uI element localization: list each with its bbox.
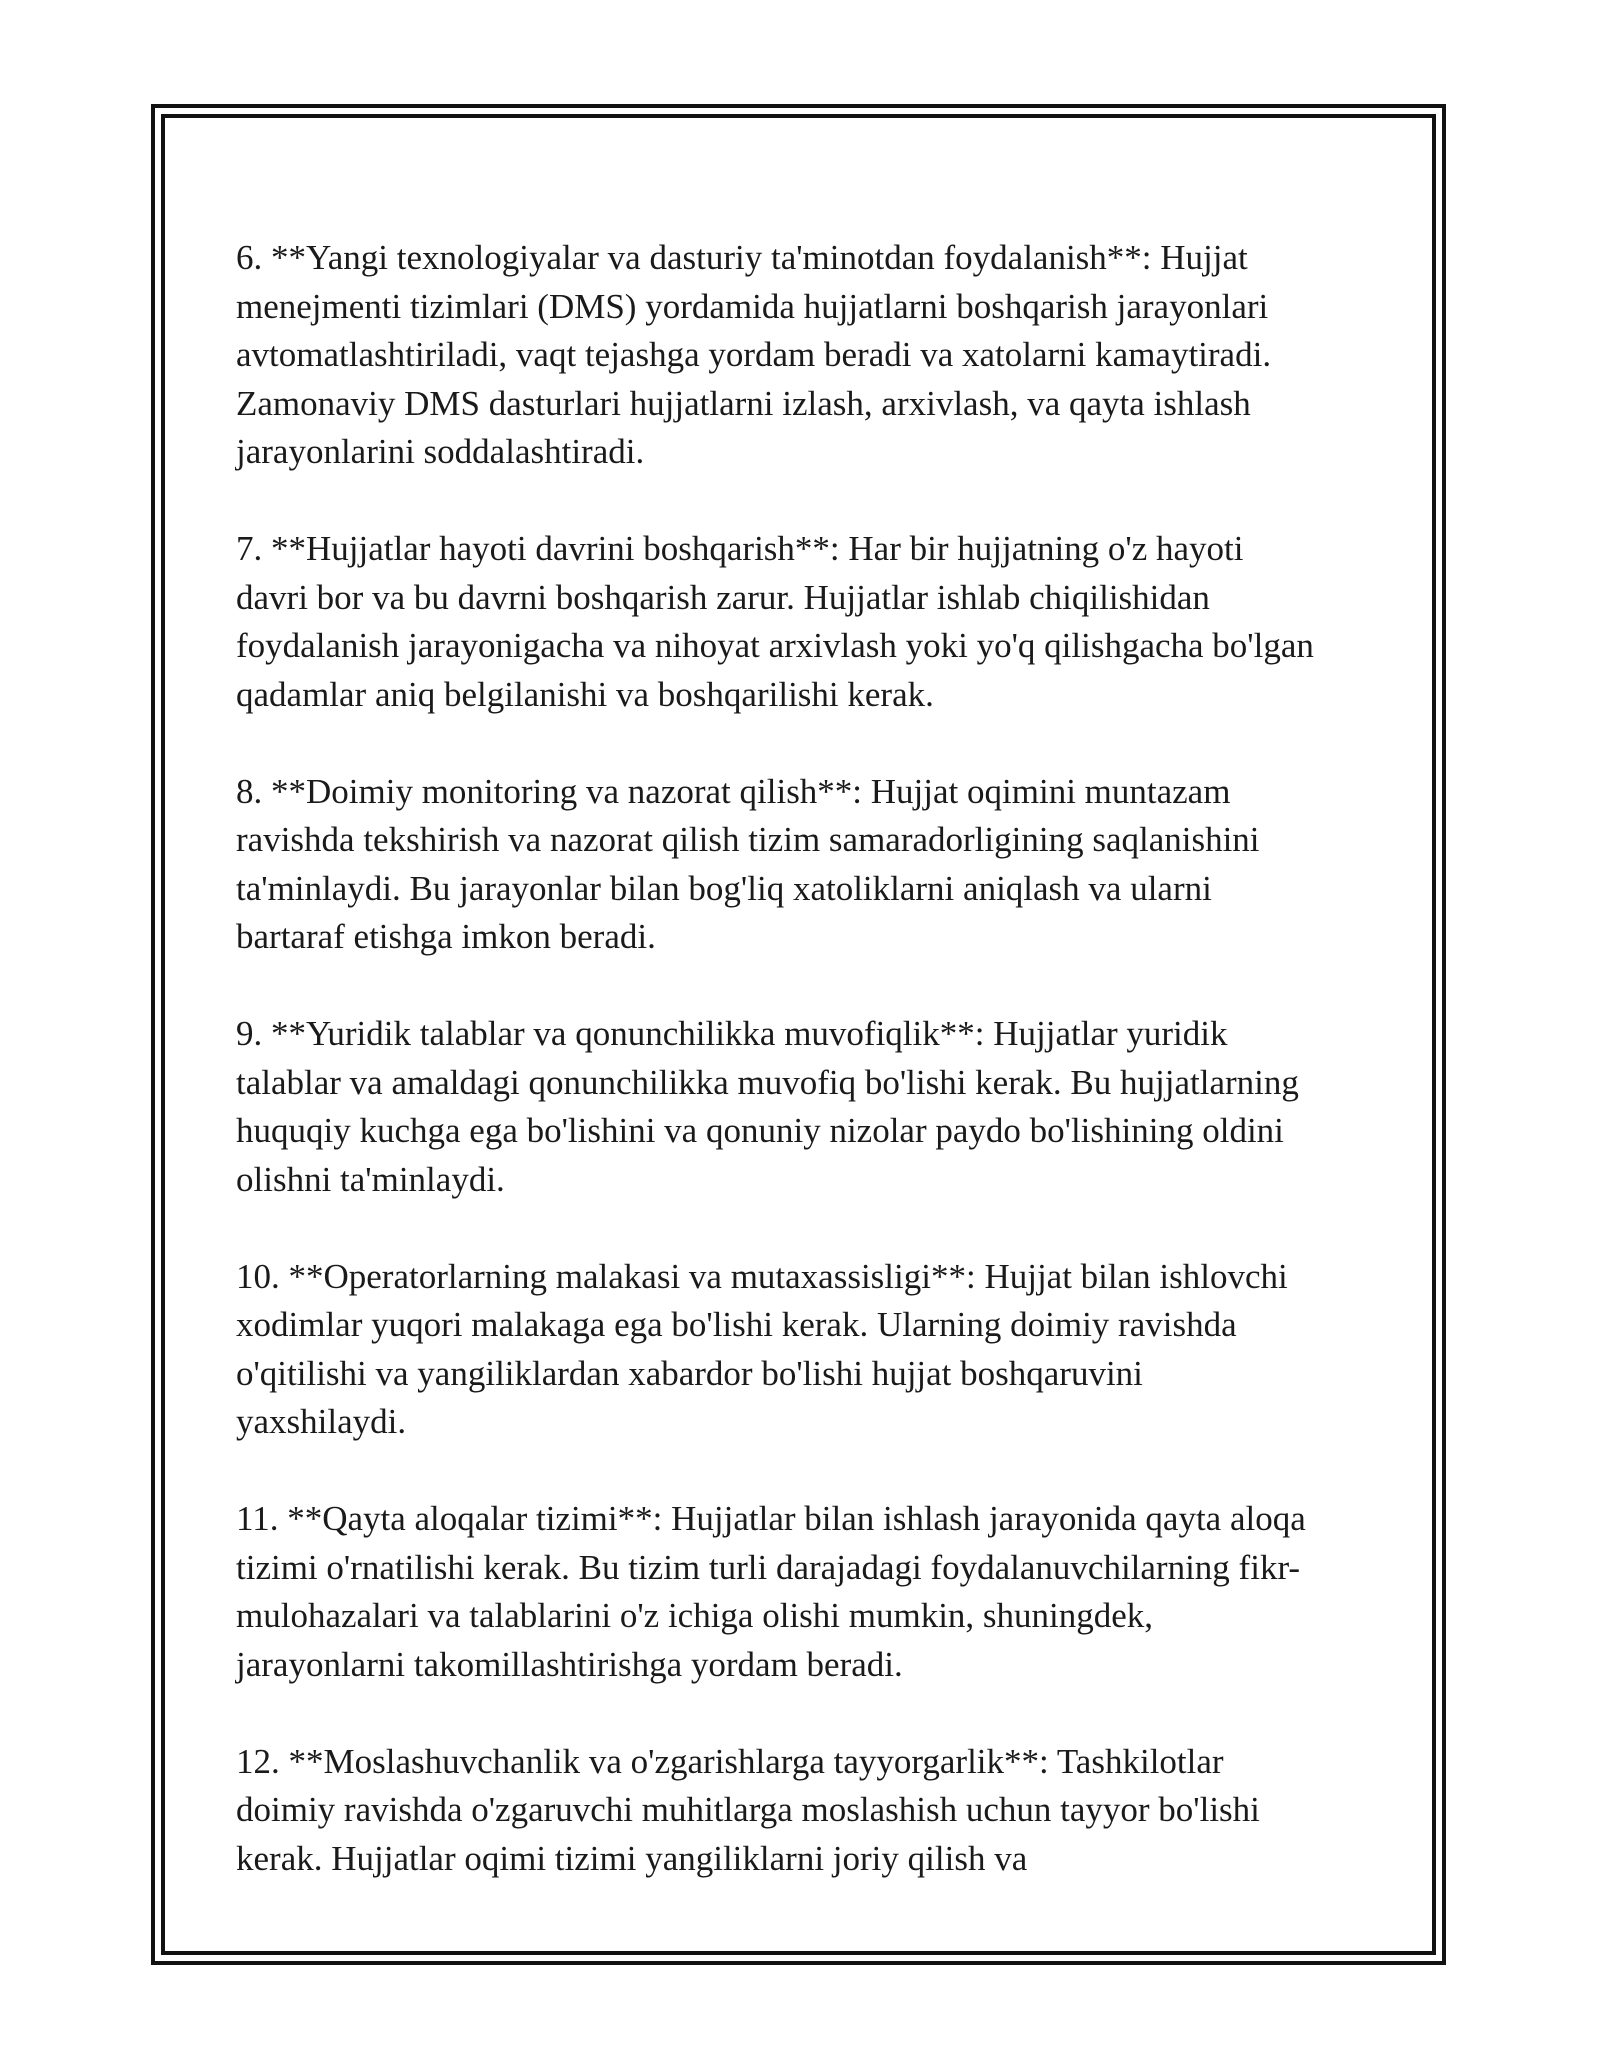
text-line: tizimi o'rnatilishi kerak. Bu tizim turli darajadagi foydalanuvchilarning fikr- bbox=[236, 1547, 1301, 1587]
paragraph-9 bbox=[236, 1010, 1376, 1204]
paragraph-10 bbox=[236, 1253, 1376, 1447]
text-line: olishni ta'minlaydi. bbox=[236, 1159, 505, 1199]
paragraph-8 bbox=[236, 768, 1376, 962]
text-line: foydalanish jarayonigacha va nihoyat arxivlash yoki yo'q qilishgacha bo'lgan bbox=[236, 626, 1314, 665]
paragraph-11 bbox=[236, 1495, 1376, 1689]
text-line: 9. **Yuridik talablar va qonunchilikka muvofiqlik**: Hujjatlar yuridik bbox=[236, 1014, 1228, 1053]
text-line: doimiy ravishda o'zgaruvchi muhitlarga moslashish uchun tayyor bo'lishi bbox=[236, 1790, 1260, 1829]
text-line: davri bor va bu davrni boshqarish zarur. Hujjatlar ishlab chiqilishidan bbox=[236, 577, 1210, 617]
text-line: o'qitilishi va yangiliklardan xabardor bo'lishi hujjat boshqaruvini bbox=[236, 1353, 1143, 1393]
text-line: xodimlar yuqori malakaga ega bo'lishi kerak. Ularning doimiy ravishda bbox=[236, 1305, 1237, 1344]
text-line: menejmenti tizimlari (DMS) yordamida hujjatlarni boshqarish jarayonlari bbox=[236, 286, 1269, 326]
text-line: bartaraf etishga imkon beradi. bbox=[236, 917, 656, 956]
text-line: kerak. Hujjatlar oqimi tizimi yangiliklarni joriy qilish va bbox=[236, 1838, 1028, 1878]
text-line: talablar va amaldagi qonunchilikka muvofiq bo'lishi kerak. Bu hujjatlarning bbox=[236, 1062, 1299, 1102]
text-line: qadamlar aniq belgilanishi va boshqarilishi kerak. bbox=[236, 674, 934, 714]
paragraph-6 bbox=[236, 234, 1376, 477]
paragraph-7 bbox=[236, 525, 1376, 719]
text-line: yaxshilaydi. bbox=[236, 1402, 407, 1441]
text-line: huquqiy kuchga ega bo'lishini va qonuniy nizolar paydo bo'lishining oldini bbox=[236, 1111, 1284, 1150]
text-line: jarayonlarni takomillashtirishga yordam beradi. bbox=[236, 1644, 903, 1684]
text-line: Zamonaviy DMS dasturlari hujjatlarni izlash, arxivlash, va qayta ishlash bbox=[236, 383, 1251, 423]
text-line: 8. **Doimiy monitoring va nazorat qilish**: Hujjat oqimini muntazam bbox=[236, 771, 1231, 811]
document-body bbox=[236, 234, 1376, 1932]
text-line: 12. **Moslashuvchanlik va o'zgarishlarga tayyorgarlik**: Tashkilotlar bbox=[236, 1741, 1224, 1781]
text-line: ta'minlaydi. Bu jarayonlar bilan bog'liq xatoliklarni aniqlash va ularni bbox=[236, 868, 1212, 908]
text-line: 11. **Qayta aloqalar tizimi**: Hujjatlar bilan ishlash jarayonida qayta aloqa bbox=[236, 1499, 1306, 1538]
paragraph-12 bbox=[236, 1738, 1376, 1884]
text-line: 6. **Yangi texnologiyalar va dasturiy ta'minotdan foydalanish**: Hujjat bbox=[236, 238, 1248, 277]
text-line: mulohazalari va talablarini o'z ichiga olishi mumkin, shuningdek, bbox=[236, 1596, 1154, 1635]
text-line: ravishda tekshirish va nazorat qilish tizim samaradorligining saqlanishini bbox=[236, 820, 1260, 859]
text-line: jarayonlarini soddalashtiradi. bbox=[236, 432, 645, 471]
text-line: 7. **Hujjatlar hayoti davrini boshqarish**: Har bir hujjatning o'z hayoti bbox=[236, 529, 1244, 568]
text-line: 10. **Operatorlarning malakasi va mutaxassisligi**: Hujjat bilan ishlovchi bbox=[236, 1256, 1288, 1296]
text-line: avtomatlashtiriladi, vaqt tejashga yordam beradi va xatolarni kamaytiradi. bbox=[236, 335, 1272, 374]
